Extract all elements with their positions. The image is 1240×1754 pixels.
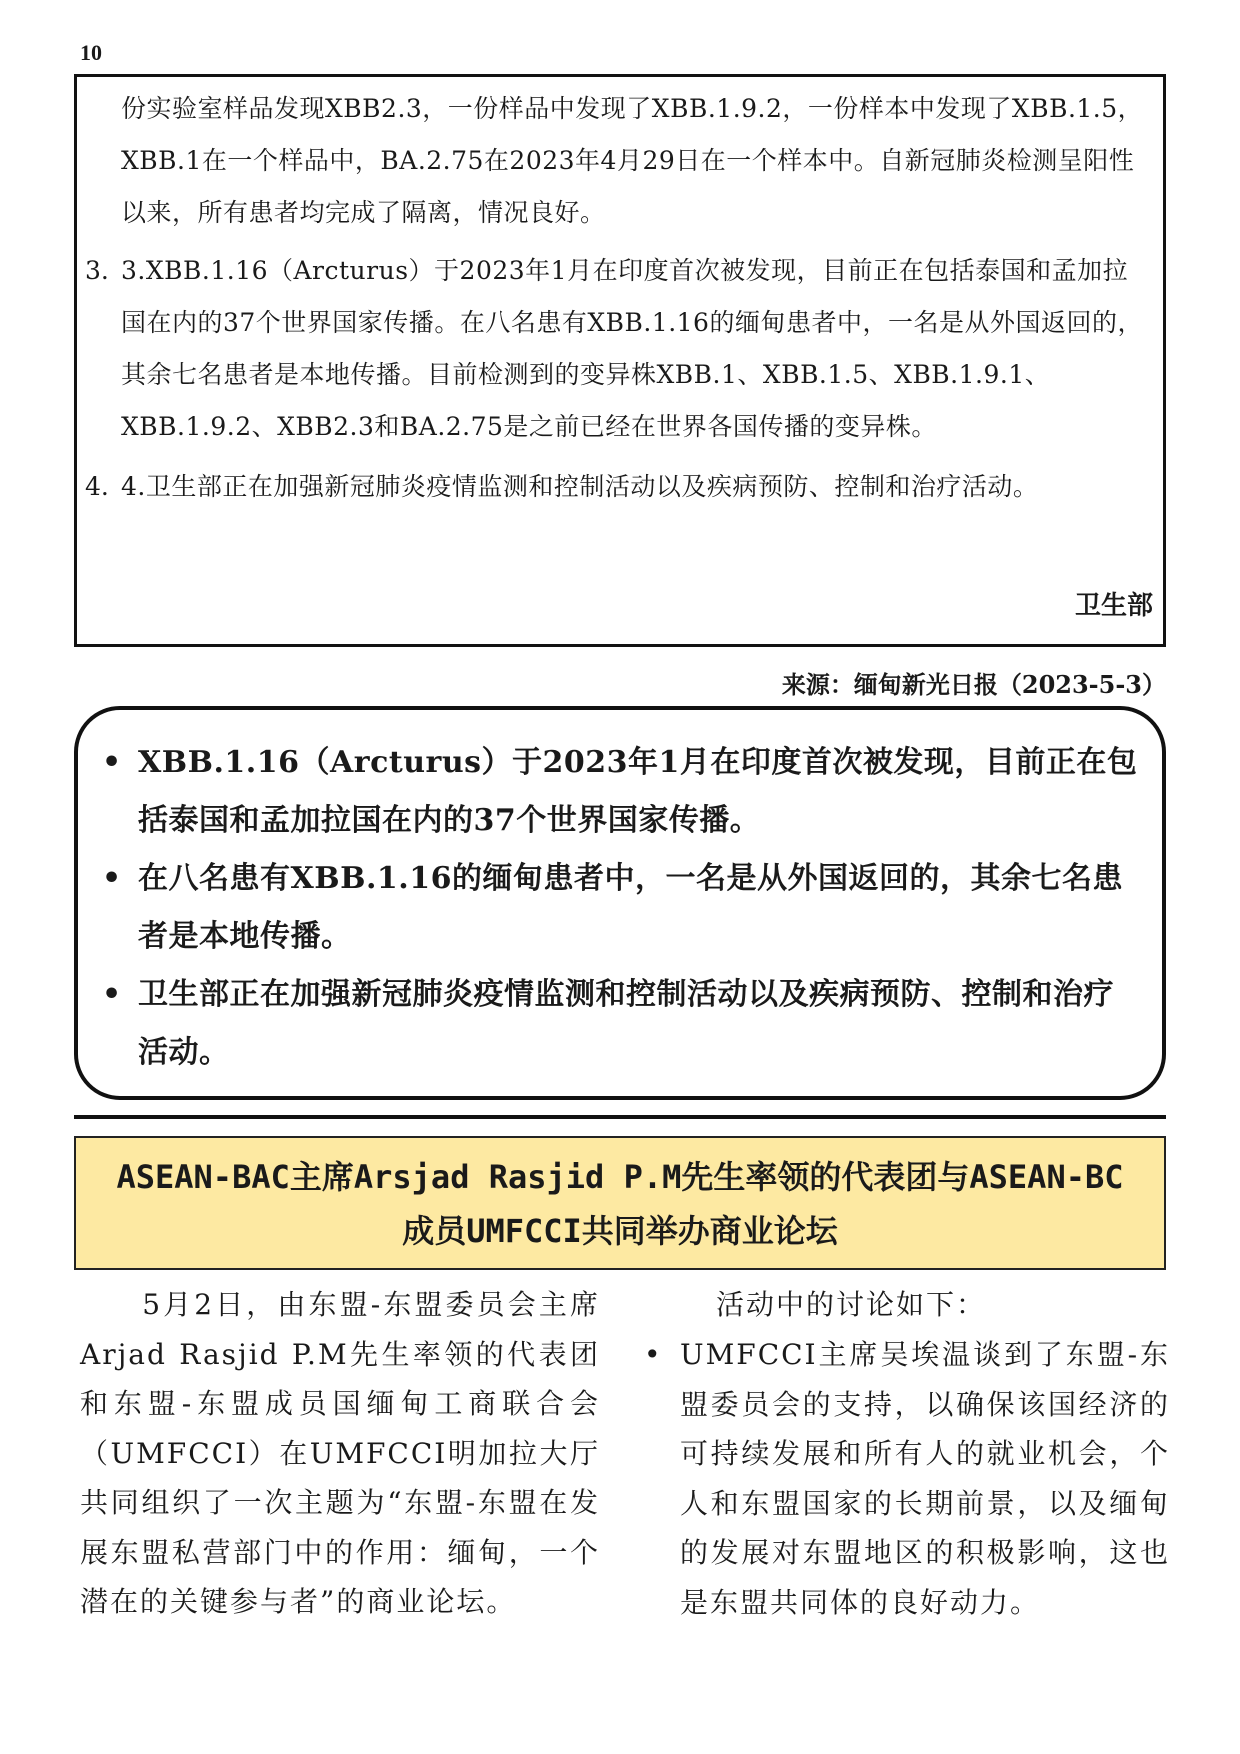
bullet-icon: • [644, 1338, 663, 1371]
bullet-icon: • [102, 745, 122, 780]
summary-item [102, 966, 1138, 1082]
notice-paragraph-continued: 份实验室样品发现XBB2.3，一份样品中发现了XBB.1.9.2，一份样本中发现了XBB.1.5，XBB.1在一个样品中，BA.2.75在2023年4月29日在一个样本中。自新冠肺炎检测呈阳性以来，所有患者均完成了隔离，情况良好。 [121, 94, 1144, 227]
article-right-bullet [644, 1330, 1170, 1627]
bullet-icon: • [102, 977, 122, 1012]
article-left-column: 5月2日，由东盟-东盟委员会主席Arjad Rasjid P.M先生率领的代表团和东盟-东盟成员国缅甸工商联合会（UMFCCI）在UMFCCI明加拉大厅共同组织了一次主题为“东盟-东盟在发展东盟私营部门中的作用：缅甸，一个潜在的关键参与者”的商业论坛。 [80, 1288, 600, 1618]
summary-item-text: XBB.1.16（Arcturus）于2023年1月在印度首次被发现，目前正在包括泰国和孟加拉国在内的37个世界国家传播。 [138, 745, 1138, 838]
bullet-icon: • [102, 861, 122, 896]
notice-paragraph-number: 3. [85, 256, 109, 285]
summary-item-text: 卫生部正在加强新冠肺炎疫情监测和控制活动以及疾病预防、控制和治疗活动。 [138, 977, 1114, 1070]
article-right-intro: 活动中的讨论如下： [716, 1288, 987, 1321]
headline-line-2: 成员UMFCCI共同举办商业论坛 [402, 1212, 838, 1250]
page-number: 10 [80, 40, 102, 65]
headline-line-1: ASEAN-BAC主席Arsjad Rasjid P.M先生率领的代表团与ASEAN-BC [116, 1158, 1124, 1196]
notice-paragraph-3: 3.XBB.1.16（Arcturus）于2023年1月在印度首次被发现，目前正在包括泰国和孟加拉国在内的37个世界国家传播。在八名患有XBB.1.16的缅甸患者中，一名是从外国返回的，其余七名患者是本地传播。目前检测到的变异株XBB.1、XBB.1.5、XBB.1.9.1、XBB.1.9.2、XBB2.3和BA.2.75是之前已经在世界各国传播的变异株。 [121, 256, 1143, 441]
summary-box [74, 706, 1166, 1100]
notice-signature: 卫生部 [1074, 591, 1153, 621]
notice-paragraph-number: 4. [85, 472, 109, 501]
summary-item-text: 在八名患有XBB.1.16的缅甸患者中，一名是从外国返回的，其余七名患者是本地传播。 [138, 861, 1123, 954]
source-line: 来源：缅甸新光日报（2023-5-3） [781, 670, 1166, 699]
article-headline [74, 1136, 1166, 1270]
article-right-bullet-text: UMFCCI主席吴埃温谈到了东盟-东盟委员会的支持，以确保该国经济的可持续发展和所有人的就业机会，个人和东盟国家的长期前景，以及缅甸的发展对东盟地区的积极影响，这也是东盟共同体的良好动力。 [680, 1338, 1170, 1619]
summary-item [102, 850, 1138, 966]
summary-item [102, 734, 1138, 850]
notice-box [74, 74, 1166, 647]
section-divider [74, 1115, 1166, 1119]
notice-paragraph-4: 4.卫生部正在加强新冠肺炎疫情监测和控制活动以及疾病预防、控制和治疗活动。 [121, 472, 1039, 501]
